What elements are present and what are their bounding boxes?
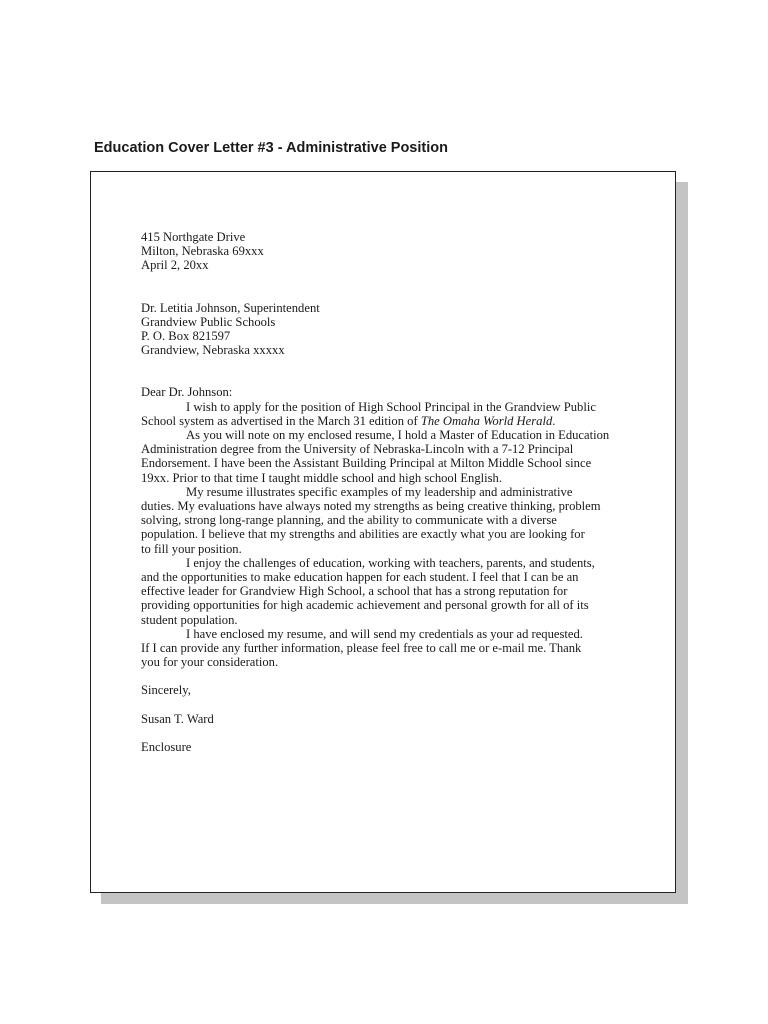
paragraph-line: If I can provide any further information, please feel free to call me or e-mail me. Thank bbox=[141, 641, 582, 656]
paragraph-line: to fill your position. bbox=[141, 541, 242, 556]
salutation: Dear Dr. Johnson: bbox=[141, 385, 233, 400]
paragraph-line: population. I believe that my strengths and abilities are exactly what you are looking for bbox=[141, 527, 585, 542]
paragraph-line: As you will note on my enclosed resume, I hold a Master of Education in Education bbox=[186, 428, 610, 443]
paragraph-1 bbox=[141, 400, 641, 428]
paragraph-line: and the opportunities to make education happen for each student. I feel that I can be an bbox=[141, 570, 579, 585]
paragraph-5 bbox=[141, 627, 641, 670]
paragraph-line: solving, strong long-range planning, and the ability to communicate with a diverse bbox=[141, 513, 557, 528]
paragraph-line: student population. bbox=[141, 612, 238, 627]
letter-date: April 2, 20xx bbox=[141, 258, 209, 273]
newspaper-title: The Omaha World Herald bbox=[420, 413, 553, 428]
signature-name: Susan T. Ward bbox=[141, 711, 214, 726]
enclosure-note: Enclosure bbox=[141, 739, 192, 754]
paragraph-4 bbox=[141, 556, 641, 627]
paragraph-punct: . bbox=[552, 413, 556, 428]
paragraph-2 bbox=[141, 428, 641, 485]
paragraph-line: providing opportunities for high academic achievement and personal growth for all of its bbox=[141, 598, 589, 613]
paragraph-line-with-title bbox=[141, 414, 641, 428]
letter-sheet bbox=[90, 171, 676, 893]
paragraph-line: you for your consideration. bbox=[141, 655, 279, 670]
paragraph-3 bbox=[141, 485, 641, 556]
paragraph-line: School system as advertised in the March 31 edition of bbox=[141, 413, 421, 428]
paragraph-line: Administration degree from the University of Nebraska-Lincoln with a 7-12 Principal bbox=[141, 442, 574, 457]
paragraph-line: Endorsement. I have been the Assistant Building Principal at Milton Middle School since bbox=[141, 456, 592, 471]
paragraph-line: I enjoy the challenges of education, working with teachers, parents, and students, bbox=[186, 555, 595, 570]
sender-address bbox=[141, 230, 641, 273]
paragraph-line: I have enclosed my resume, and will send my credentials as your ad requested. bbox=[186, 626, 583, 641]
paragraph-line: effective leader for Grandview High School, a school that has a strong reputation for bbox=[141, 584, 568, 599]
sender-city-line: Milton, Nebraska 69xxx bbox=[141, 244, 264, 259]
recipient-city-line: Grandview, Nebraska xxxxx bbox=[141, 343, 285, 358]
sender-street: 415 Northgate Drive bbox=[141, 230, 246, 244]
closing: Sincerely, bbox=[141, 683, 191, 698]
letter-body bbox=[141, 230, 641, 754]
recipient-org: Grandview Public Schools bbox=[141, 314, 276, 329]
page-title: Education Cover Letter #3 - Administrative Position bbox=[94, 140, 448, 156]
recipient-address bbox=[141, 301, 641, 358]
recipient-box: P. O. Box 821597 bbox=[141, 329, 231, 344]
paragraph-line: I wish to apply for the position of High School Principal in the Grandview Public bbox=[186, 399, 596, 414]
paragraph-line: My resume illustrates specific examples of my leadership and administrative bbox=[186, 484, 573, 499]
recipient-name: Dr. Letitia Johnson, Superintendent bbox=[141, 300, 320, 315]
paragraph-line: duties. My evaluations have always noted my strengths as being creative thinking, problem bbox=[141, 499, 601, 514]
paragraph-line: 19xx. Prior to that time I taught middle school and high school English. bbox=[141, 470, 502, 485]
